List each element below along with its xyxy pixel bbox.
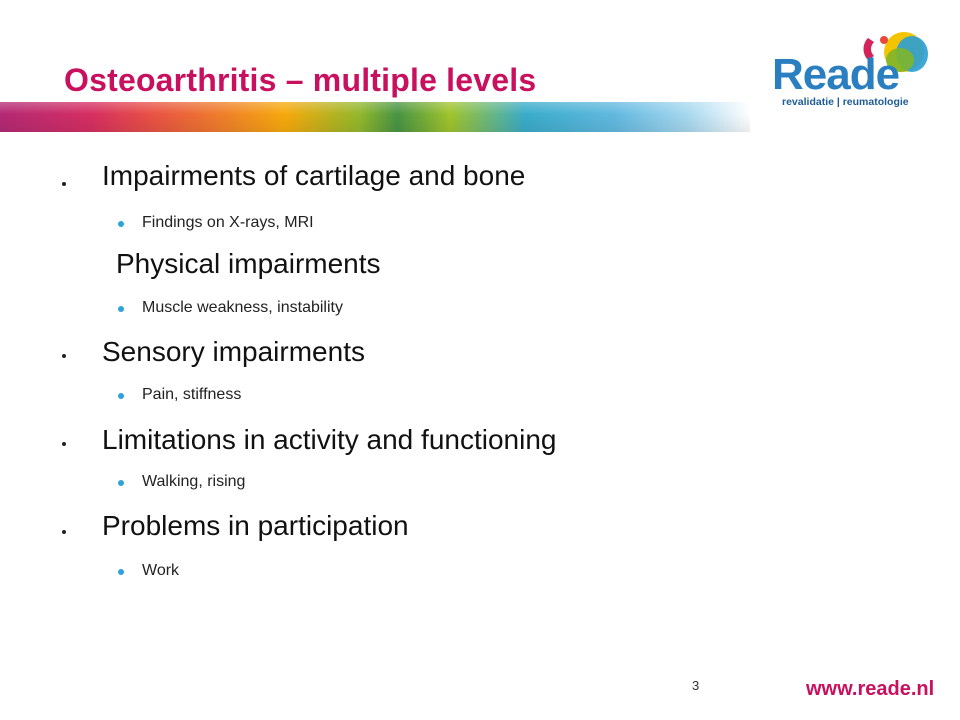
sub-bullet-dot xyxy=(118,480,124,486)
sub-bullet-dot xyxy=(118,221,124,227)
list-item: Sensory impairments xyxy=(102,336,365,367)
bullet-dot xyxy=(62,182,66,186)
color-gradient-band xyxy=(0,102,750,132)
sub-bullet-dot xyxy=(118,393,124,399)
sub-list-item: Muscle weakness, instability xyxy=(142,299,343,316)
bullet-dot xyxy=(62,442,66,446)
sub-list-item: Work xyxy=(142,562,180,579)
footer-url: www.reade.nl xyxy=(806,678,935,700)
bullet-dot xyxy=(62,354,66,358)
sub-list-item: Pain, stiffness xyxy=(142,386,242,403)
slide-title: Osteoarthritis – multiple levels xyxy=(64,62,537,98)
logo-tagline: revalidatie | reumatologie xyxy=(782,96,909,108)
sub-bullet-dot xyxy=(118,569,124,575)
sub-list-item: Walking, rising xyxy=(142,473,246,490)
sub-bullet-dot xyxy=(118,306,124,312)
reade-logo xyxy=(768,30,938,110)
page-number: 3 xyxy=(692,678,700,693)
list-item: Impairments of cartilage and bone xyxy=(102,160,526,191)
list-item: Limitations in activity and functioning xyxy=(102,424,557,455)
bullet-dot xyxy=(62,530,66,534)
sub-list-item: Findings on X-rays, MRI xyxy=(142,214,314,231)
list-item: Physical impairments xyxy=(116,248,381,279)
list-item: Problems in participation xyxy=(102,510,409,541)
logo-wordmark: Reade xyxy=(772,50,900,99)
